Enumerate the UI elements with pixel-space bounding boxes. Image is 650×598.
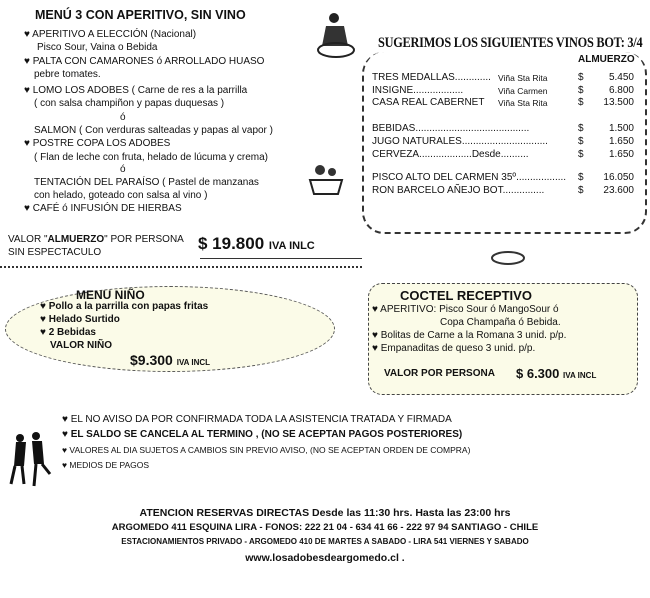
dotted-divider bbox=[0, 266, 362, 268]
cocktail-price bbox=[516, 366, 596, 381]
drink-name: CERVEZA...................Desde.......... bbox=[372, 149, 529, 160]
currency: $ bbox=[578, 72, 584, 83]
price: $ 6.300 bbox=[516, 366, 560, 381]
label-text: " POR PERSONA bbox=[104, 234, 184, 245]
menu3-line: ♥ APERITIVO A ELECCIÓN (Nacional) bbox=[24, 29, 197, 40]
kids-price bbox=[130, 352, 210, 368]
label-text: VALOR " bbox=[8, 234, 48, 245]
wine-name: INSIGNE.................. bbox=[372, 85, 464, 96]
wine-vineyard: Viña Sta Rita bbox=[498, 73, 548, 83]
cocktail-line: ♥ APERITIVO: Pisco Sour ó MangoSour ó bbox=[372, 304, 559, 315]
menu3-title: MENÚ 3 CON APERITIVO, SIN VINO bbox=[35, 8, 246, 22]
menu3-line: ♥ PALTA CON CAMARONES ó ARROLLADO HUASO bbox=[24, 56, 265, 67]
menu3-line: pebre tomates. bbox=[34, 69, 101, 80]
menu3-line: ó bbox=[120, 112, 126, 123]
tax-note: IVA INCL bbox=[176, 358, 211, 367]
price: $9.300 bbox=[130, 352, 173, 368]
currency: $ bbox=[578, 123, 584, 134]
kids-item: ♥ 2 Bebidas bbox=[40, 327, 96, 338]
cocktail-title: COCTEL RECEPTIVO bbox=[400, 288, 532, 303]
menu3-line: con helado, goteado con salsa al vino ) bbox=[34, 190, 208, 201]
note: ♥ EL SALDO SE CANCELA AL TERMINO , (NO SE ACEPTAN PAGOS POSTERIORES) bbox=[62, 429, 463, 440]
menu3-line: Pisco Sour, Vaina o Bebida bbox=[37, 42, 158, 53]
footer-parking: ESTACIONAMIENTOS PRIVADO - ARGOMEDO 410 DE MARTES A SABADO - LIRA 541 VIERNES Y SABADO bbox=[121, 537, 529, 546]
currency: $ bbox=[578, 85, 584, 96]
menu3-line: ♥ POSTRE COPA LOS ADOBES bbox=[24, 138, 171, 149]
note: ♥ EL NO AVISO DA POR CONFIRMADA TODA LA ASISTENCIA TRATADA Y FIRMADA bbox=[62, 414, 452, 425]
almuerzo-label bbox=[8, 234, 184, 246]
footer-hours: ATENCION RESERVAS DIRECTAS Desde las 11:30 hrs. Hasta las 23:00 hrs bbox=[139, 507, 511, 519]
wine-name: CASA REAL CABERNET bbox=[372, 97, 485, 108]
wine-price: 13.500 bbox=[603, 97, 634, 108]
menu3-line: ♥ CAFÉ ó INFUSIÓN DE HIERBAS bbox=[24, 203, 182, 214]
currency: $ bbox=[578, 97, 584, 108]
dancers-illustration-icon bbox=[6, 432, 52, 488]
wine-price: 6.800 bbox=[608, 85, 634, 96]
cocktail-line: Copa Champaña ó Bebida. bbox=[440, 317, 561, 328]
drink-name: RON BARCELO AÑEJO BOT............... bbox=[372, 185, 545, 196]
drink-price: 1.500 bbox=[608, 123, 634, 134]
price: $ 19.800 bbox=[198, 234, 265, 253]
wines-title: SUGERIMOS LOS SIGUIENTES VINOS BOT: 3/4 bbox=[378, 35, 643, 51]
drink-name: PISCO ALTO DEL CARMEN 35º.................. bbox=[372, 172, 567, 183]
footer-website[interactable]: www.losadobesdeargomedo.cl . bbox=[245, 552, 405, 564]
almuerzo-label2: SIN ESPECTACULO bbox=[8, 247, 102, 258]
wine-name: TRES MEDALLAS............. bbox=[372, 72, 491, 83]
kids-menu-title: MENU NIÑO bbox=[76, 288, 145, 302]
decorative-swirl-icon bbox=[488, 248, 528, 268]
menu3-line: ( con salsa champiñon y papas duquesas ) bbox=[34, 98, 225, 109]
menu3-line: ♥ LOMO LOS ADOBES ( Carne de res a la parrilla bbox=[24, 85, 248, 96]
divider bbox=[200, 258, 362, 259]
currency: $ bbox=[578, 136, 584, 147]
drink-price: 23.600 bbox=[603, 185, 634, 196]
drink-name: JUGO NATURALES............................... bbox=[372, 136, 548, 147]
cocktail-line: ♥ Empanaditas de queso 3 unid. p/p. bbox=[372, 343, 536, 354]
drink-price: 1.650 bbox=[608, 136, 634, 147]
label-bold: ALMUERZO bbox=[47, 234, 105, 245]
kids-item: ♥ Helado Surtido bbox=[40, 314, 120, 325]
currency: $ bbox=[578, 185, 584, 196]
cocktail-value-label: VALOR POR PERSONA bbox=[384, 368, 495, 379]
kids-value-label: VALOR NIÑO bbox=[50, 340, 113, 351]
currency: $ bbox=[578, 149, 584, 160]
wines-column-header: ALMUERZO bbox=[578, 54, 635, 65]
drink-name: BEBIDAS......................................... bbox=[372, 123, 530, 134]
cocktail-line: ♥ Bolitas de Carne a la Romana 3 unid. p/p. bbox=[372, 330, 567, 341]
wine-vineyard: Viña Sta Rita bbox=[498, 98, 548, 108]
table-illustration-icon bbox=[306, 150, 346, 198]
waiter-illustration-icon bbox=[312, 8, 360, 60]
note: ♥ MEDIOS DE PAGOS bbox=[62, 460, 150, 470]
note: ♥ VALORES AL DIA SUJETOS A CAMBIOS SIN PREVIO AVISO, (NO SE ACEPTAN ORDEN DE COMPRA) bbox=[62, 445, 471, 455]
almuerzo-price bbox=[198, 234, 315, 254]
menu3-line: ó bbox=[120, 164, 126, 175]
menu3-line: TENTACIÓN DEL PARAÍSO ( Pastel de manzanas bbox=[34, 177, 259, 188]
drink-price: 1.650 bbox=[608, 149, 634, 160]
footer-address: ARGOMEDO 411 ESQUINA LIRA - FONOS: 222 21 04 - 634 41 66 - 222 97 94 SANTIAGO - CHILE bbox=[111, 522, 539, 533]
tax-note: IVA INCL bbox=[563, 371, 597, 380]
drink-price: 16.050 bbox=[603, 172, 634, 183]
currency: $ bbox=[578, 172, 584, 183]
wine-price: 5.450 bbox=[608, 72, 634, 83]
wine-vineyard: Viña Carmen bbox=[498, 86, 548, 96]
tax-note: IVA INLC bbox=[268, 240, 315, 252]
menu3-line: SALMON ( Con verduras salteadas y papas al vapor ) bbox=[34, 125, 273, 136]
menu3-line: ( Flan de leche con fruta, helado de lúcuma y crema) bbox=[34, 152, 269, 163]
kids-item: ♥ Pollo a la parrilla con papas fritas bbox=[40, 301, 209, 312]
